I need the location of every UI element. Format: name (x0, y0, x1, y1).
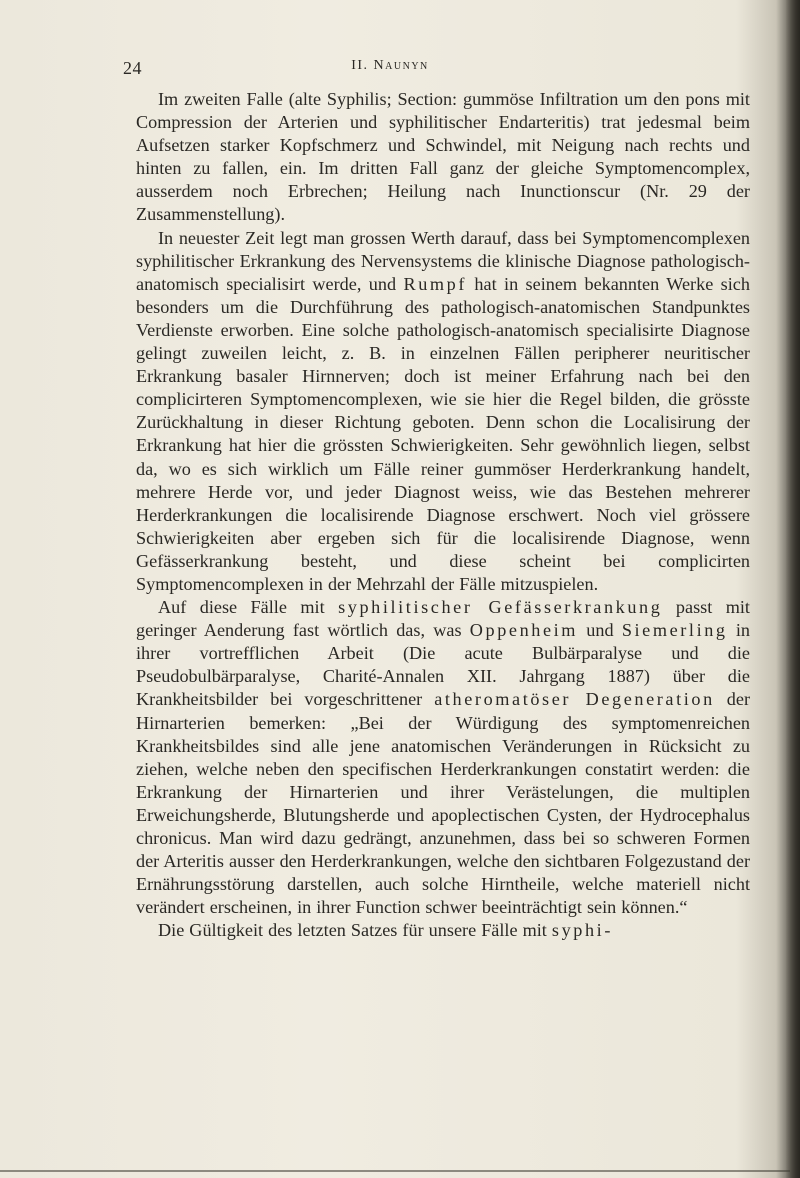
text-run: und (578, 620, 622, 641)
text-run: der Hirnarterien bemerken: „Bei der Würdigung des symptomenreichen Krankheitsbildes sind alle jene anatomischen Veränderungen in Rücksicht zu ziehen, welche neben den specifischen Herderkrankungen constatirt werden: die Erkrankung der Hirnarterien und ihrer Verästelungen, die multiplen Erweichungsherde, Blutungsherde und apoplectischen Cysten, der Hydrocephalus chronicus. Man wird dazu gedrängt, anzunehmen, dass bei so schweren Formen der Arteritis ausser den Herderkrankungen, welche den sichtbaren Folgezustand der Ernährungsstörung darstellen, auch solche Hirntheile, welche materiell nicht verändert erscheinen, in ihrer Function schwer beeinträchtigt sein können.“ (136, 689, 751, 918)
text-run: in ihrer vortrefflichen Arbeit (Die acute Bulbärparalyse und die Pseudobulbärparalyse, Charité-Annalen XII. Jahrgang 1887) über die Krankheitsbilder bei vorgeschrittener (136, 620, 751, 710)
page-edge-shadow (786, 0, 800, 1178)
text-run: hat in seinem bekannten Werke sich besonders um die Durchführung des pathologisch-anatomischen Standpunktes Verdienste erworben. Eine solche pathologisch-anatomisch specialisirte Diagnose gelingt zuweilen leicht, z. B. in einzelnen Fällen peripherer neuritischer Erkrankung basaler Hirnnerven; doch ist meiner Erfahrung nach bei den complicirteren Symptomencomplexen, wie sie hier die Regel bilden, die grösste Zurückhaltung in dieser Richtung geboten. Denn schon die Localisirung der Erkrankung hat hier die grössten Schwierigkeiten. Sehr gewöhnlich liegen, selbst da, wo es sich wirklich um Fälle reiner gummöser Herderkrankung handelt, mehrere Herde vor, und jeder Diagnost weiss, wie das Bestehen mehrerer Herderkrankungen die localisirende Diagnose erschwert. Noch viel grössere Schwierigkeiten aber ergeben sich für die localisirende Diagnose, wenn Gefässerkrankung besteht, und diese scheint bei complicirten Symptomencomplexen in der Mehrzahl der Fälle mitzuspielen. (136, 273, 750, 594)
text-run: passt mit geringer Aenderung fast wörtlich das, was (136, 597, 750, 641)
running-head: II. Naunyn (351, 58, 429, 73)
spaced-term: atheromatöser Degeneration (434, 689, 715, 710)
text-run: Die Gültigkeit des letzten Satzes für unsere Fälle mit (158, 920, 552, 941)
paragraph (136, 919, 750, 942)
text-run: Im zweiten Falle (alte Syphilis; Section: gummöse Infiltration um den pons mit Compression der Arterien und syphilitischer Endarteritis) trat jedesmal beim Aufsetzen starker Kopfschmerz und Schwindel, mit Neigung nach rechts und hinten zu fallen, ein. Im dritten Fall ganz der gleiche Symptomencomplex, ausserdem noch Erbrechen; Heilung nach Inunctionscur (Nr. 29 der Zusammenstellung). (136, 89, 750, 225)
paragraph (136, 88, 750, 227)
spaced-term: syphilitischer Gefässerkrankung (338, 597, 663, 618)
page-bottom-edge (0, 1170, 790, 1172)
paragraph (136, 227, 750, 597)
page-header (0, 58, 780, 82)
spaced-name: Oppenheim (469, 620, 579, 641)
text-run: In neuester Zeit legt man grossen Werth darauf, dass bei Symptomencomplexen syphilitischer Erkrankung des Nervensystems die klinische Diagnose pathologisch-anatomisch specialisirt werde, und (136, 227, 750, 294)
text-run: Auf diese Fälle mit (158, 597, 339, 618)
spaced-name: Siemerling (621, 620, 728, 641)
spaced-name: Rumpf (403, 273, 467, 294)
page-number: 24 (123, 58, 142, 78)
spaced-term: syphi- (551, 920, 613, 941)
paragraph (136, 596, 750, 919)
body-text (136, 88, 750, 942)
